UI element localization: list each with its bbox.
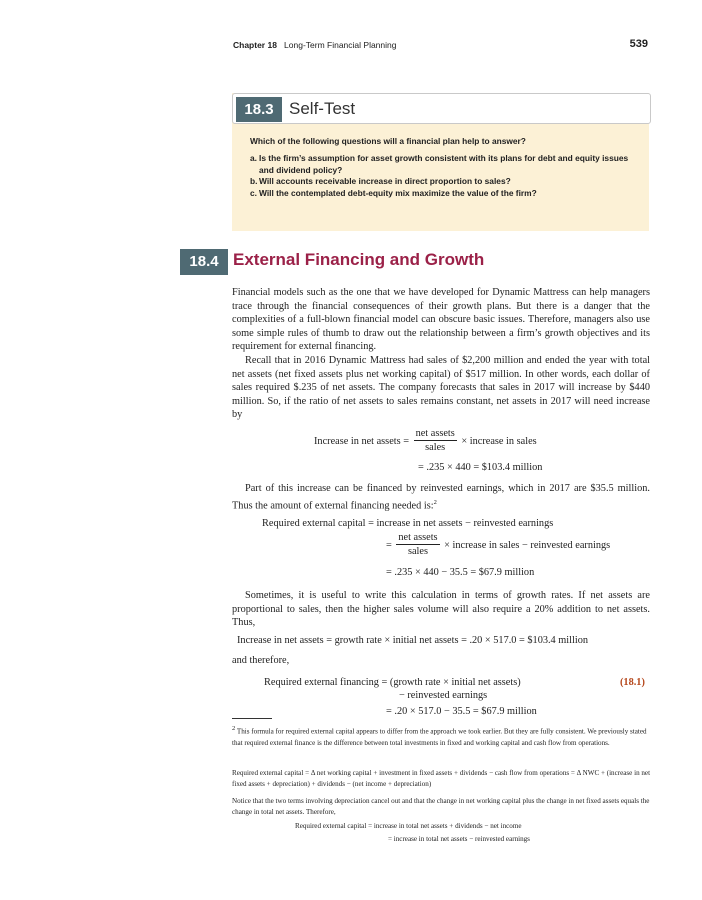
footnote-rule xyxy=(232,718,272,719)
chapter-label: Chapter 18 xyxy=(233,40,277,50)
running-header xyxy=(233,40,650,50)
numerator: net assets xyxy=(398,532,438,543)
self-test-title: Self-Test xyxy=(289,99,356,118)
body-text-block xyxy=(232,286,650,422)
fraction xyxy=(396,532,439,559)
self-test-header xyxy=(232,93,651,124)
item-letter: b. xyxy=(250,176,258,186)
section-title: External Financing and Growth xyxy=(233,250,485,269)
denominator: sales xyxy=(407,546,428,557)
equation-line xyxy=(386,532,610,559)
equation-result: = .235 × 440 = $103.4 million xyxy=(418,462,543,473)
self-test-number: 18.3 xyxy=(236,97,282,122)
numerator: net assets xyxy=(415,428,455,439)
self-test-item xyxy=(250,176,650,188)
page-number: 539 xyxy=(629,38,648,50)
paragraph-text: Part of this increase can be financed by reinvested earnings, which in 2017 are $35.5 million. Thus the amount of external financing needed is: xyxy=(232,483,650,512)
footnote-text: Notice that the two terms involving depreciation cancel out and that the change in net working capital plus the change in net fixed assets equals the change in total net assets. Therefore, xyxy=(232,797,650,817)
paragraph xyxy=(232,482,650,513)
paragraph: Financial models such as the one that we have developed for Dynamic Mattress can help managers trace through the financial consequences of their growth plans. But there is a danger that the complexities of a full-blown financial model can obscure basic issues. Therefore, managers also use some simple rules of thumb to draw out the relationship between a firm’s growth objectives and its requirement for external financing. xyxy=(232,287,650,353)
equation-increase-net-assets xyxy=(314,428,537,455)
equation-number: (18.1) xyxy=(620,677,645,688)
item-text: Is the firm’s assumption for asset growth consistent with its plans for debt and equity issues and dividend policy? xyxy=(259,153,629,175)
footnote-text: Required external capital = Δ net working capital + investment in fixed assets + dividends − cash flow from operations = Δ NWC + (increase in net fixed assets + depreciation) + dividends − (net income + depreciation) xyxy=(232,769,651,789)
footnote-text: This formula for required external capital appears to differ from the approach we took earlier. But they are fully consistent. We previously stated that required external finance is the difference between total investments in fixed and working capital and cash flow from operations. xyxy=(232,727,647,747)
equation-result: = .235 × 440 − 35.5 = $67.9 million xyxy=(386,567,535,578)
equation-line: − reinvested earnings xyxy=(399,690,488,701)
eq-rhs: × increase in sales − reinvested earnings xyxy=(444,539,611,551)
footnote-equation: = increase in total net assets − reinvested earnings xyxy=(388,835,530,843)
paragraph: and therefore, xyxy=(232,655,290,666)
section-number: 18.4 xyxy=(180,249,228,275)
fraction xyxy=(414,428,457,455)
eq-equals: = xyxy=(386,539,392,551)
paragraph: Recall that in 2016 Dynamic Mattress had sales of $2,200 million and ended the year with total net assets (net fixed assets plus net working capital) of $517 million. In other words, each dollar of sales required $.235 of net assets. The company forecasts that sales in 2017 will increase by $440 million. So, if the ratio of net assets to sales remains constant, net assets in 2017 will need increase by xyxy=(232,354,650,421)
footnote-equation: Required external capital = increase in total net assets + dividends − net income xyxy=(295,822,522,830)
self-test-list xyxy=(250,153,650,199)
equation-result: = .20 × 517.0 − 35.5 = $67.9 million xyxy=(386,706,537,717)
footnote-mark: 2 xyxy=(232,725,236,732)
self-test-question: Which of the following questions will a financial plan help to answer? xyxy=(250,136,526,146)
chapter-title: Long-Term Financial Planning xyxy=(284,40,397,50)
item-text: Will accounts receivable increase in direct proportion to sales? xyxy=(259,176,511,186)
paragraph: Sometimes, it is useful to write this calculation in terms of growth rates. If net assets are proportional to sales, then the higher sales volume will also require a 20% addition to net assets. Thus, xyxy=(232,590,650,629)
footnote-mark: 2 xyxy=(433,498,437,506)
item-letter: a. xyxy=(250,153,257,163)
self-test-item xyxy=(250,188,650,200)
self-test-box xyxy=(232,93,649,231)
self-test-item xyxy=(250,153,650,176)
item-text: Will the contemplated debt-equity mix maximize the value of the firm? xyxy=(259,187,537,198)
eq-lhs: Increase in net assets = xyxy=(314,435,410,447)
footnote xyxy=(232,723,652,749)
eq-rhs: × increase in sales xyxy=(461,435,537,447)
item-letter: c. xyxy=(250,187,257,198)
equation-required-external-capital: Required external capital = increase in net assets − reinvested earnings xyxy=(262,518,554,529)
equation-required-external-financing: Required external financing = (growth rate × initial net assets) xyxy=(264,677,521,688)
denominator: sales xyxy=(425,442,446,453)
equation-growth-rate: Increase in net assets = growth rate × initial net assets = .20 × 517.0 = $103.4 million xyxy=(237,635,589,646)
